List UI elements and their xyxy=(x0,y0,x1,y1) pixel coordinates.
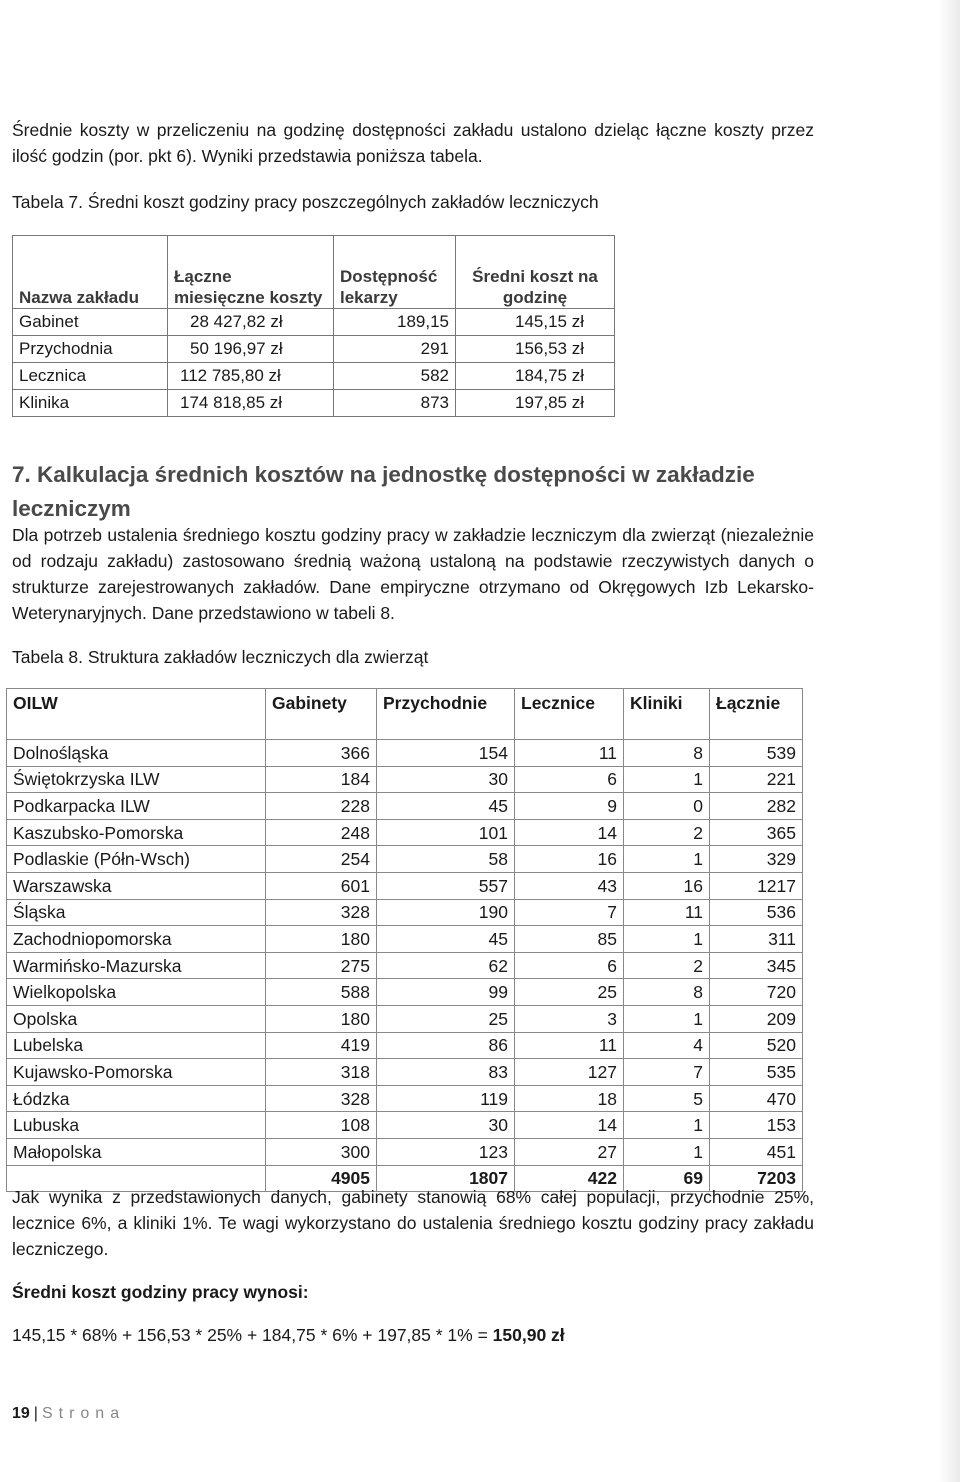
cell: 2 xyxy=(624,819,710,846)
cell: Przychodnia xyxy=(13,336,168,363)
table-row xyxy=(7,979,803,1006)
cell: Wielkopolska xyxy=(7,979,266,1006)
cell: 45 xyxy=(377,926,515,953)
cell: 5 xyxy=(624,1085,710,1112)
table-row xyxy=(7,1005,803,1032)
cell: 1 xyxy=(624,1112,710,1139)
intro-paragraph: Średnie koszty w przeliczeniu na godzinę dostępności zakładu ustalono dzieląc łączne koszty przez ilość godzin (por. pkt 6). Wyniki przedstawia poniższa tabela. xyxy=(12,120,814,166)
cell: 1 xyxy=(624,846,710,873)
cell: 329 xyxy=(710,846,803,873)
cell: 4905 xyxy=(266,1165,377,1192)
cell: 345 xyxy=(710,952,803,979)
cell: 154 xyxy=(377,740,515,767)
cell: 11 xyxy=(624,899,710,926)
cell: 2 xyxy=(624,952,710,979)
cell: 83 xyxy=(377,1059,515,1086)
cell: 328 xyxy=(266,1085,377,1112)
table7-caption: Tabela 7. Średni koszt godziny pracy poszczególnych zakładów leczniczych xyxy=(12,192,599,212)
page-footer xyxy=(12,1405,125,1423)
cell: 557 xyxy=(377,872,515,899)
formula-line xyxy=(12,1323,565,1347)
cell: 30 xyxy=(377,766,515,793)
cell: 127 xyxy=(515,1059,624,1086)
cell: Dolnośląska xyxy=(7,740,266,767)
cell: 16 xyxy=(515,846,624,873)
cell: 86 xyxy=(377,1032,515,1059)
cell: 535 xyxy=(710,1059,803,1086)
header-cell: Gabinety xyxy=(266,689,377,740)
cell: 365 xyxy=(710,819,803,846)
cell: Łódzka xyxy=(7,1085,266,1112)
conclusion-paragraph: Jak wynika z przedstawionych danych, gabinety stanowią 68% całej populacji, przychodnie 25%, lecznice 6%, a kliniki 1%. Te wagi wykorzystano do ustalenia średniego kosztu godziny pracy zakładu leczniczego. xyxy=(12,1187,814,1259)
cell: 153 xyxy=(710,1112,803,1139)
cell: 209 xyxy=(710,1005,803,1032)
header-cell: Łączne miesięczne koszty xyxy=(168,236,334,309)
cell: 318 xyxy=(266,1059,377,1086)
cell: 184,75 zł xyxy=(456,363,615,390)
table-row xyxy=(7,740,803,767)
cell: 228 xyxy=(266,793,377,820)
table-row xyxy=(7,872,803,899)
table-row xyxy=(7,819,803,846)
cell: 1217 xyxy=(710,872,803,899)
header-cell: Nazwa zakładu xyxy=(13,236,168,309)
footer-separator: | xyxy=(33,1405,38,1422)
cell: Warmińsko-Mazurska xyxy=(7,952,266,979)
cell: 174 818,85 zł xyxy=(168,390,334,417)
cell: 1 xyxy=(624,766,710,793)
page-edge-shadow xyxy=(938,0,960,1482)
cell: 300 xyxy=(266,1138,377,1165)
cell: Gabinet xyxy=(13,309,168,336)
cell: Podlaskie (Półn-Wsch) xyxy=(7,846,266,873)
cell: 112 785,80 zł xyxy=(168,363,334,390)
table7-average-hourly-cost xyxy=(12,235,615,417)
cell: 180 xyxy=(266,1005,377,1032)
cell: 422 xyxy=(515,1165,624,1192)
cell: 6 xyxy=(515,952,624,979)
cell: 328 xyxy=(266,899,377,926)
table8-caption: Tabela 8. Struktura zakładów leczniczych dla zwierząt xyxy=(12,647,429,667)
cell: 873 xyxy=(334,390,456,417)
cell: Zachodniopomorska xyxy=(7,926,266,953)
cell: 85 xyxy=(515,926,624,953)
cell: Warszawska xyxy=(7,872,266,899)
table-row xyxy=(13,336,615,363)
table-row xyxy=(7,846,803,873)
cell: 184 xyxy=(266,766,377,793)
cell: 1 xyxy=(624,926,710,953)
cell: 101 xyxy=(377,819,515,846)
cell: 311 xyxy=(710,926,803,953)
cell: 7203 xyxy=(710,1165,803,1192)
cell: 180 xyxy=(266,926,377,953)
cell: 43 xyxy=(515,872,624,899)
cell: 0 xyxy=(624,793,710,820)
cell: 582 xyxy=(334,363,456,390)
header-cell: Lecznice xyxy=(515,689,624,740)
header-cell: OILW xyxy=(7,689,266,740)
cell: 69 xyxy=(624,1165,710,1192)
table-row xyxy=(7,899,803,926)
header-cell: Kliniki xyxy=(624,689,710,740)
cell: Lecznica xyxy=(13,363,168,390)
cell: Śląska xyxy=(7,899,266,926)
cell: Klinika xyxy=(13,390,168,417)
section-7-paragraph: Dla potrzeb ustalenia średniego kosztu godziny pracy w zakładzie leczniczym dla zwierząt (niezależnie od rodzaju zakładu) zastosowano średnią ważoną ustaloną na podstawie rzeczywistych danych o strukturze zarejestrowanych zakładów. Dane empiryczne otrzymano od Okręgowych Izb Lekarsko-Weterynaryjnych. Dane przedstawiono w tabeli 8. xyxy=(12,525,814,623)
cell: 419 xyxy=(266,1032,377,1059)
cell: 720 xyxy=(710,979,803,1006)
table-row xyxy=(7,1085,803,1112)
cell: 366 xyxy=(266,740,377,767)
table-row xyxy=(13,390,615,417)
cell: 7 xyxy=(515,899,624,926)
cell: 601 xyxy=(266,872,377,899)
table-row xyxy=(7,1112,803,1139)
cell: 520 xyxy=(710,1032,803,1059)
cell: 156,53 zł xyxy=(456,336,615,363)
cell: 16 xyxy=(624,872,710,899)
cell: 14 xyxy=(515,1112,624,1139)
cell: 14 xyxy=(515,819,624,846)
cell: 536 xyxy=(710,899,803,926)
cell: Świętokrzyska ILW xyxy=(7,766,266,793)
table-row xyxy=(7,952,803,979)
cell: 27 xyxy=(515,1138,624,1165)
cell: 11 xyxy=(515,740,624,767)
cell: 248 xyxy=(266,819,377,846)
table8-body xyxy=(7,740,803,1166)
table-row xyxy=(13,309,615,336)
cell: 3 xyxy=(515,1005,624,1032)
average-cost-label: Średni koszt godziny pracy wynosi: xyxy=(12,1282,309,1302)
table-row xyxy=(13,363,615,390)
cell: 119 xyxy=(377,1085,515,1112)
cell: 11 xyxy=(515,1032,624,1059)
cell: Podkarpacka ILW xyxy=(7,793,266,820)
cell: 25 xyxy=(377,1005,515,1032)
cell: 291 xyxy=(334,336,456,363)
cell: 588 xyxy=(266,979,377,1006)
table-row xyxy=(7,1059,803,1086)
table-row xyxy=(7,793,803,820)
cell: 470 xyxy=(710,1085,803,1112)
cell: 1807 xyxy=(377,1165,515,1192)
cell: 30 xyxy=(377,1112,515,1139)
cell: 9 xyxy=(515,793,624,820)
header-cell: Dostępność lekarzy xyxy=(334,236,456,309)
page-number: 19 xyxy=(12,1405,30,1422)
table-row xyxy=(7,926,803,953)
cell: Małopolska xyxy=(7,1138,266,1165)
footer-word: Strona xyxy=(41,1405,126,1422)
cell: 28 427,82 zł xyxy=(168,309,334,336)
cell: 1 xyxy=(624,1138,710,1165)
section-7-heading: 7. Kalkulacja średnich kosztów na jednostkę dostępności w zakładzie leczniczym xyxy=(12,462,755,521)
cell: 189,15 xyxy=(334,309,456,336)
cell: 123 xyxy=(377,1138,515,1165)
header-cell: Łącznie xyxy=(710,689,803,740)
cell: Kujawsko-Pomorska xyxy=(7,1059,266,1086)
cell: 58 xyxy=(377,846,515,873)
cell: Lubelska xyxy=(7,1032,266,1059)
cell: 7 xyxy=(624,1059,710,1086)
cell: Kaszubsko-Pomorska xyxy=(7,819,266,846)
table-header-row xyxy=(13,236,615,309)
cell: 282 xyxy=(710,793,803,820)
cell: 1 xyxy=(624,1005,710,1032)
cell: 221 xyxy=(710,766,803,793)
cell: 451 xyxy=(710,1138,803,1165)
cell: 45 xyxy=(377,793,515,820)
cell: 197,85 zł xyxy=(456,390,615,417)
cell: 108 xyxy=(266,1112,377,1139)
formula-text: 145,15 * 68% + 156,53 * 25% + 184,75 * 6% + 197,85 * 1% = xyxy=(12,1325,493,1345)
cell: 275 xyxy=(266,952,377,979)
cell: 18 xyxy=(515,1085,624,1112)
cell: 254 xyxy=(266,846,377,873)
cell: 99 xyxy=(377,979,515,1006)
cell: 50 196,97 zł xyxy=(168,336,334,363)
cell: 6 xyxy=(515,766,624,793)
header-cell: Przychodnie xyxy=(377,689,515,740)
cell: 539 xyxy=(710,740,803,767)
header-cell: Średni koszt na godzinę xyxy=(456,236,615,309)
table-row xyxy=(7,1032,803,1059)
cell: 4 xyxy=(624,1032,710,1059)
cell: 62 xyxy=(377,952,515,979)
cell: 8 xyxy=(624,740,710,767)
table-row xyxy=(7,766,803,793)
table8-clinic-structure xyxy=(6,688,803,1192)
formula-result: 150,90 zł xyxy=(492,1325,565,1345)
cell: 8 xyxy=(624,979,710,1006)
table-header-row xyxy=(7,689,803,740)
cell: 190 xyxy=(377,899,515,926)
cell: Lubuska xyxy=(7,1112,266,1139)
table-row xyxy=(7,1138,803,1165)
cell: 145,15 zł xyxy=(456,309,615,336)
cell: Opolska xyxy=(7,1005,266,1032)
cell: 25 xyxy=(515,979,624,1006)
